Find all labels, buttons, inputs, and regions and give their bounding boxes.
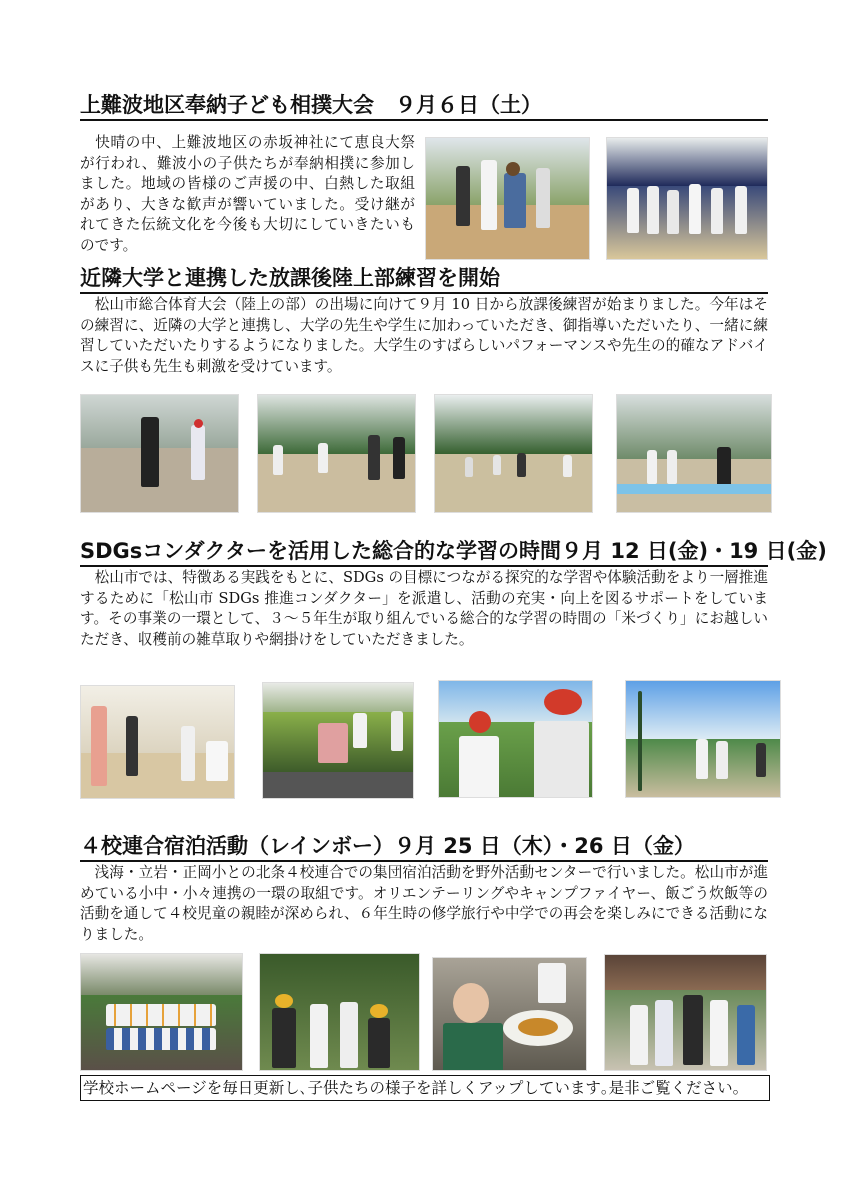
section-sumo-body: 快晴の中、上難波地区の赤坂神社にて恵良大祭が行われ、難波小の子供たちが奉納相撲に参加しました。地域の皆様のご声援の中、白熱した取組があり、大きな歓声が響いていました。受け継がれてきた伝統文化を今後も大切にしていきたいものです。 xyxy=(80,134,415,254)
sdgs-photo-3 xyxy=(438,680,593,798)
section-track-heading: 近隣大学と連携した放課後陸上部練習を開始 xyxy=(80,265,768,294)
section-sdgs-heading: SDGsコンダクターを活用した総合的な学習の時間９月 12 日(金)・19 日(金) xyxy=(80,538,768,567)
camp-photo-1 xyxy=(80,953,243,1071)
sumo-photo-2 xyxy=(606,137,768,260)
track-photo-2 xyxy=(257,394,416,513)
camp-photo-4 xyxy=(604,954,767,1071)
sdgs-photo-4 xyxy=(625,680,781,798)
section-sdgs-body: 松山市では、特徴ある実践をもとに、SDGs の目標につながる探究的な学習や体験活動をより一層推進するために「松山市 SDGs 推進コンダクター」を派遣し、活動の充実・向上を図るサポートをしています。その事業の一環として、３～５年生が取り組んでいる総合的な学習の時間の「米づくり」にお越しいただき、収穫前の雑草取りや網掛けをしていただきました。 xyxy=(80,569,768,648)
camp-photo-2 xyxy=(259,953,420,1071)
track-photo-1 xyxy=(80,394,239,513)
sumo-photo-1 xyxy=(425,137,590,260)
sdgs-photo-2 xyxy=(262,682,414,799)
track-photo-3 xyxy=(434,394,593,513)
section-camp-body: 浅海・立岩・正岡小との北条４校連合での集団宿泊活動を野外活動センターで行いました。松山市が進めている小中・小々連携の一環の取組です。オリエンテーリングやキャンプファイヤー、飯ごう炊飯等の活動を通して４校児童の親睦が深められ、６年生時の修学旅行や中学での再会を楽しみにできる活動になりました。 xyxy=(80,864,768,943)
section-track-body: 松山市総合体育大会（陸上の部）の出場に向けて９月 10 日から放課後練習が始まりました。今年はその練習に、近隣の大学と連携し、大学の先生や学生に加わっていただき、御指導いただいたり、一緒に練習していただいたりするようになりました。大学生のすばらしいパフォーマンスや先生の的確なアドバイスに子供も先生も刺激を受けています。 xyxy=(80,296,768,375)
section-camp-heading: ４校連合宿泊活動（レインボー）９月 25 日（木）・26 日（金） xyxy=(80,833,768,862)
track-photo-4 xyxy=(616,394,772,513)
camp-photo-3 xyxy=(432,957,587,1071)
sdgs-photo-1 xyxy=(80,685,235,799)
section-sumo-heading: 上難波地区奉納子ども相撲大会 ９月６日（土） xyxy=(80,92,768,121)
footer-notice: 学校ホームページを毎日更新し､子供たちの様子を詳しくアップしています｡是非ご覧ください｡ xyxy=(80,1075,770,1101)
